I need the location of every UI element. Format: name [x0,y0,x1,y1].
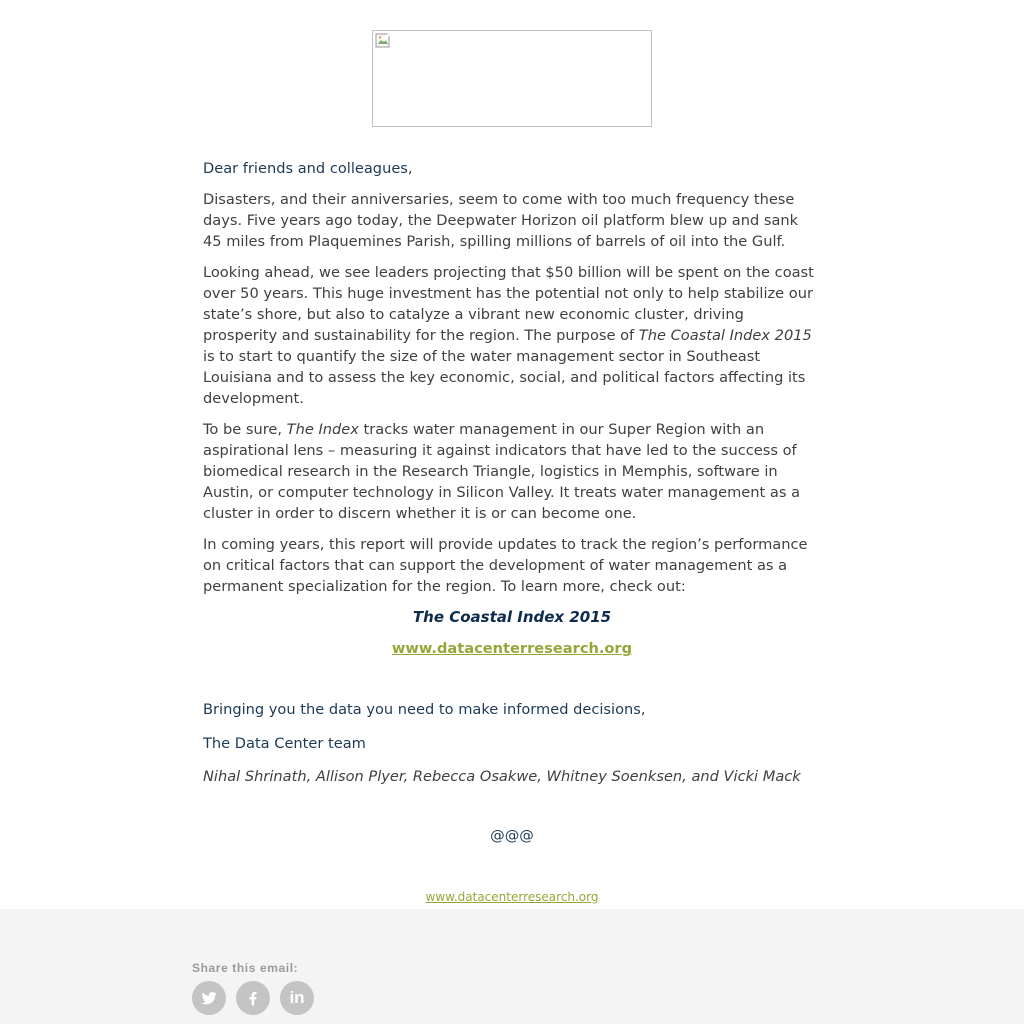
paragraph-2-text-b: is to start to quantify the size of the water management sector in Southeast Louisiana and to assess the key economic, social, and political factors affecting its development. [203,348,806,407]
paragraph-2-italic: The Coastal Index 2015 [638,327,812,344]
team-members: Nihal Shrinath, Allison Plyer, Rebecca Osakwe, Whitney Soenksen, and Vicki Mack [203,768,801,785]
facebook-f-icon [244,989,262,1007]
paragraph-2 [203,262,821,409]
facebook-icon[interactable] [236,981,270,1015]
paragraph-4: In coming years, this report will provide updates to track the region’s performance on critical factors that can support the development of water management as a permanent specialization for the region. To learn more, check out: [203,536,808,595]
separator: @@@ [490,827,534,844]
report-link[interactable]: www.datacenterresearch.org [391,640,633,657]
share-footer [0,909,1024,1024]
paragraph-3 [203,419,821,524]
paragraph-2-text-a: Looking ahead, we see leaders projecting that $50 billion will be spent on the coast over 50 years. This huge investment has the potential not only to help stabilize our state’s shore, but also to catalyze a vibrant new economic cluster, driving prosperity and sustainability for the region. The purpose of [203,264,814,344]
report-link-row [203,638,821,659]
header-image-placeholder [372,30,652,127]
twitter-bird-icon [200,989,218,1007]
team-name: The Data Center team [203,735,366,752]
broken-image-icon [375,33,391,49]
paragraph-1: Disasters, and their anniversaries, seem to come with too much frequency these days. Five years ago today, the Deepwater Horizon oil platform blew up and sank 45 miles from Plaquemines Parish, spilling millions of barrels of oil into the Gulf. [203,191,799,250]
paragraph-3-text-b: tracks water management in our Super Region with an aspirational lens – measuring it against indicators that have led to the success of biomedical research in the Research Triangle, logistics in Memphis, software in Austin, or computer technology in Silicon Valley. It treats water management as a cluster in order to discern whether it is or can become one. [203,421,801,522]
twitter-icon[interactable] [192,981,226,1015]
share-label: Share this email: [192,961,299,975]
spacer [203,669,821,699]
paragraph-3-text-a: To be sure, [203,421,287,438]
footer-link-row [203,886,821,908]
paragraph-3-italic: The Index [286,421,359,438]
report-title: The Coastal Index 2015 [412,608,612,626]
email-body [203,158,821,918]
linkedin-text: in [289,988,305,1007]
footer-link[interactable]: www.datacenterresearch.org [425,890,599,904]
signoff: Bringing you the data you need to make informed decisions, [203,701,646,718]
linkedin-icon[interactable] [280,981,314,1015]
greeting: Dear friends and colleagues, [203,160,413,177]
